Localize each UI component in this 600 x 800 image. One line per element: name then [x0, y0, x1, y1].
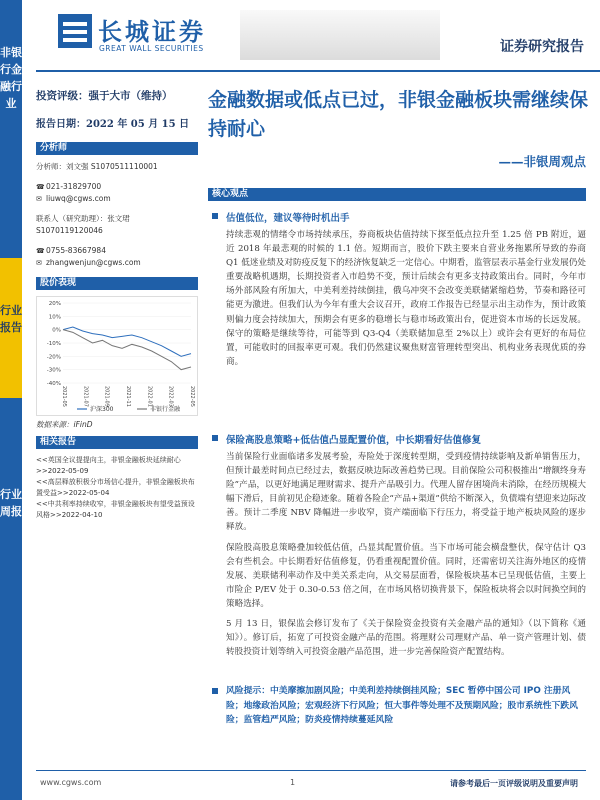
chart-data-source: 数据来源：iFinD: [36, 420, 93, 429]
phone-icon: ☎: [36, 183, 45, 191]
y-tick-label: 10%: [48, 314, 61, 321]
report-type: 证券研究报告: [500, 39, 584, 55]
y-tick-label: -40%: [46, 381, 61, 387]
report-title: 金融数据或低点已过，非银金融板块需继续保持耐心: [208, 89, 589, 140]
related-report-item[interactable]: <<中共利率持续收窄，非银金融板块有望受益预设风格>>2022-04-10: [36, 500, 195, 519]
x-tick-label: 2021-07: [82, 386, 89, 407]
y-tick-label: -20%: [46, 354, 61, 361]
section-heading: 估值低位，建议等待时机出手: [226, 213, 350, 224]
contact-2-id: S1070119120046: [36, 226, 103, 235]
risk-text: 风险提示：中美摩擦加剧风险；中美利差持续倒挂风险；SEC 暂停中国公司 IPO 注册风险；地缘政治风险；宏观经济下行风险；恒大事件等处理不及预期风险；股市系统性下跌风险；监管趋严风险；防炎疫情持续蔓延风险: [226, 686, 578, 725]
great-wall-logo-icon: [58, 14, 92, 48]
report-date: 报告日期：2022 年 05 月 15 日: [36, 119, 190, 130]
investment-rating: 投资评级：强于大市（维持）: [36, 90, 173, 102]
contact-2: 联系人（研究助理）：张文珺: [36, 214, 130, 223]
report-subtitle: ——非银周观点: [498, 154, 586, 169]
footer-url[interactable]: www.cgws.com: [40, 778, 102, 787]
analyst-1: 分析师：刘文强 S1070511110001: [36, 162, 158, 171]
section-heading: 保险高股息策略+低估值凸显配置价值，中长期看好估值修复: [226, 435, 481, 446]
square-bullet-icon: [212, 688, 218, 694]
section-paragraph: 5 月 13 日，银保监会修订发布了《关于保险资金投资有关金融产品的通知》（以下简称《通知》）。修订后，拓宽了可投资金融产品的范围。将理财公司理财产品、单一资产管理计划、债转股投资计划等纳入可投资金融产品范围，进一步完善保险资产配置结构。: [226, 619, 586, 658]
series-line-hs300: [63, 327, 191, 356]
left-column: [36, 82, 198, 521]
logo-chinese: 长城证券: [98, 18, 206, 46]
page-number: 1: [290, 778, 296, 787]
email-icon: ✉: [36, 259, 42, 267]
y-tick-label: -30%: [46, 367, 61, 374]
related-reports-title: 相关报告: [36, 436, 198, 449]
core-view-title: 核心观点: [208, 188, 586, 201]
related-report-item[interactable]: <<英国全议提提向主，非银金融板块延续耐心>>2022-05-09: [36, 456, 181, 475]
x-tick-label: 2022-05: [189, 386, 195, 407]
section-paragraph: 保险股高股息策略叠加较低估值，凸显其配置价值。当下市场可能会横盘整伏，保守估计 Q3 会有些机会。中长期看好估值修复，仍看重视配置价值。同时，还需密切关注海外地区的疫情发展、美联储利率动作及中美关系走向，从交易层面看，保险板块基本已呈现低估值，主要上市险企 P/EV 处于 0.30-0.53 倍之间，在市场风格切换背景下，保险板块将会以时间换空间的策略选择。: [226, 542, 586, 609]
square-bullet-icon: [212, 435, 218, 441]
analyst-1-phone: 021-31829700: [46, 182, 102, 191]
x-tick-label: 2021-11: [125, 386, 131, 407]
x-tick-label: 2022-03: [167, 386, 174, 407]
contact-2-phone: 0755-83667984: [46, 246, 106, 255]
related-report-item[interactable]: <<高层释放积极分市场信心提升，非银金融板块布置受益>>2022-05-04: [36, 478, 195, 497]
footer-divider: [36, 770, 586, 771]
y-tick-label: 0%: [52, 327, 61, 334]
contact-2-email[interactable]: zhangwenjun@cgws.com: [46, 258, 141, 267]
side-label-weekly: 行业周报: [0, 488, 22, 518]
related-reports-list: [36, 455, 198, 521]
header-divider: [36, 70, 600, 72]
side-label-industry: 非银行金融行业: [0, 46, 22, 110]
phone-icon: ☎: [36, 247, 45, 255]
analyst-info: [36, 161, 198, 269]
page-header: [0, 0, 600, 72]
y-tick-label: 20%: [48, 301, 61, 307]
x-tick-label: 2021-05: [61, 386, 67, 407]
stock-chart-title: 股价表现: [36, 277, 198, 290]
analyst-section-title: 分析师: [36, 142, 198, 155]
x-tick-label: 2021-09: [103, 386, 110, 407]
section-valuation: [208, 210, 586, 369]
stock-performance-chart: [36, 296, 198, 416]
section-paragraph: 持续悲观的情绪令市场持续承压，券商板块估值持续下探至低点拉升至 1.25 倍 PB 附近，逼近 2018 年最悲观的时候的 1.1 倍。短期而言，股价下跌主要来自营业务拖累所导致的券商 Q1 低迷业绩及对防疫反复下的经济恢复缺乏一定信心。中期看，监管层表示基金行业发展仍处重要战略机遇期，长期投资者入市趋势不变，预计后续会有更多支持政策出台。同时，今年市场外部风险有所加大，中美利差持续倒挂，俄乌冲突不会改变美联储紧缩趋势，节奏和路径可能更为激进。但我们认为今年有重大会议召开，政府工作报告已经显示出主动作为，预计政策则偏力度会持续加大，预期会有更多的稳增长与稳市场政策出台，促进资本市场的长远发展。保守的策略是继续等待，可能等到 Q3-Q4（美联储加息至 2%以上）或许会有更好的布局位置，可能收时的回报率更可观。我们仍然建议聚焦财富管理转型突出、机构业务表现优质的券商。: [226, 230, 586, 367]
y-tick-label: -10%: [46, 341, 61, 347]
logo-english: GREAT WALL SECURITIES: [99, 44, 204, 53]
chart-svg: [37, 297, 197, 415]
section-paragraph: 当前保险行业面临诸多发展考验，寿险处于深度转型期，受到疫情持续影响及新单销售压力，但预计最差时间点已经过去，数据反映边际改善趋势已现。目前保险公司积极推出“增额终身寿险”产品，以更好地满足理财需求、提升产品吸引力。代理人留存困境尚未消除，在经历规模大幅下滑后，目前初见企稳迹象。随着各险企“产品+渠道”供给不断深入，负债端有望迎来边际改善。预计二季度 NBV 降幅进一步收窄，资产端面临下行压力，将受益于地产板块风险的逐步释放。: [226, 452, 586, 533]
footer-disclaimer: 请参考最后一页评级说明及重要声明: [450, 779, 578, 788]
x-tick-label: 2022-01: [146, 386, 153, 407]
side-label-report: 行业报告: [0, 258, 22, 398]
square-bullet-icon: [212, 213, 218, 219]
side-bar: [0, 0, 22, 800]
legend-label: 非银行金融: [150, 406, 181, 413]
great-wall-banner-image: [240, 10, 440, 60]
risk-warning: [208, 684, 586, 728]
analyst-1-email[interactable]: liuwq@cgws.com: [46, 194, 111, 203]
email-icon: ✉: [36, 195, 42, 203]
section-insurance: [208, 432, 586, 659]
legend-label: 沪深300: [90, 406, 114, 413]
